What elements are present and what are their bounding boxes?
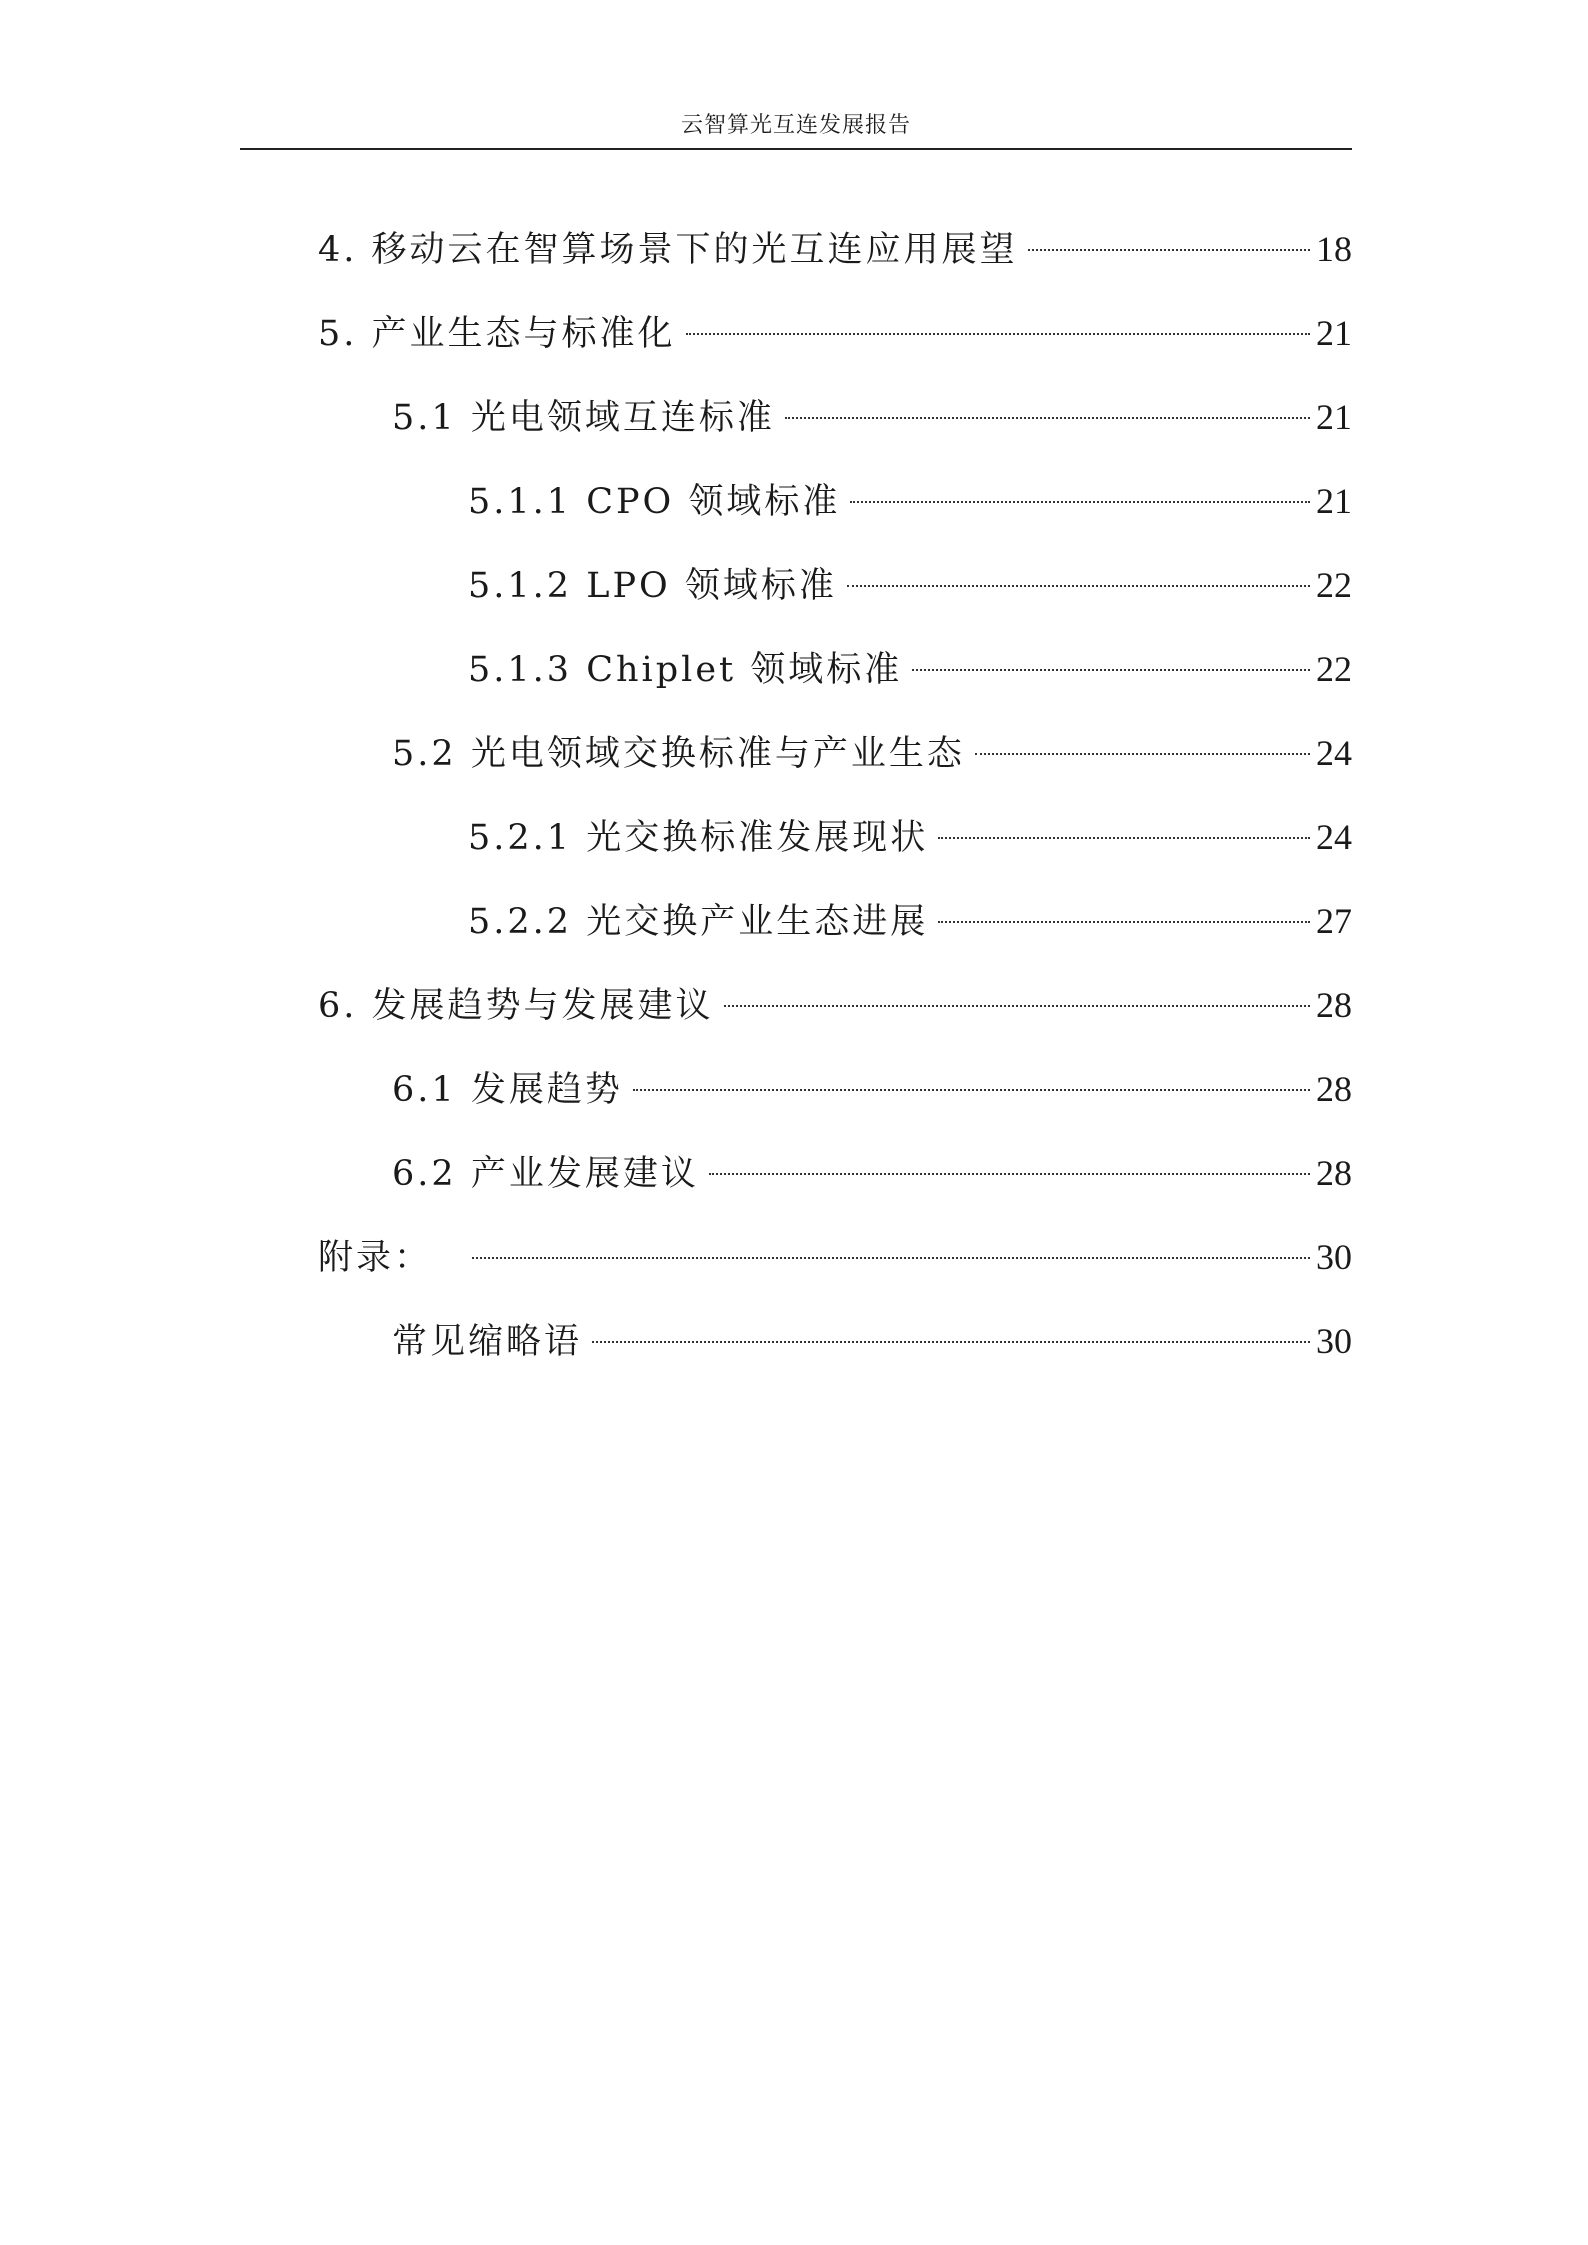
toc-leader <box>633 1051 1310 1101</box>
toc-entry-page: 28 <box>1316 985 1352 1025</box>
toc-leader <box>686 295 1310 345</box>
toc-leader <box>592 1303 1310 1353</box>
toc-entry-number: 5.1 <box>392 398 457 438</box>
toc-leader <box>938 799 1310 849</box>
toc-entry[interactable] <box>392 379 1352 438</box>
toc-entry-page: 28 <box>1316 1069 1352 1109</box>
toc-entry[interactable] <box>318 211 1352 270</box>
toc-entry[interactable] <box>392 1051 1352 1110</box>
toc-entry-number: 5. <box>318 314 358 354</box>
toc-entry-number: 5.2.1 <box>468 818 573 858</box>
toc-leader <box>1028 211 1310 261</box>
toc-entry-text: 移动云在智算场景下的光互连应用展望 <box>371 230 1018 270</box>
toc-entry-text: 产业发展建议 <box>470 1154 699 1194</box>
toc-entry-title <box>468 897 928 947</box>
toc-entry-title <box>392 729 965 779</box>
toc-entry-number: 5.2 <box>392 734 457 774</box>
toc-entry-title <box>392 1317 582 1367</box>
toc-entry-page: 22 <box>1316 565 1352 605</box>
toc-entry-title <box>318 981 714 1031</box>
toc-entry-title <box>392 1065 623 1115</box>
toc-entry-text: CPO 领域标准 <box>586 482 841 522</box>
toc-leader <box>472 1219 1310 1269</box>
toc-leader <box>912 631 1310 681</box>
toc-entry-text: 发展趋势与发展建议 <box>371 986 714 1026</box>
toc-entry-title <box>468 477 840 527</box>
toc-entry-page: 21 <box>1316 313 1352 353</box>
toc-entry-page: 22 <box>1316 649 1352 689</box>
toc-entry-page: 30 <box>1316 1237 1352 1277</box>
toc-entry-page: 24 <box>1316 733 1352 773</box>
toc-leader <box>709 1135 1310 1185</box>
toc-entry[interactable] <box>468 463 1352 522</box>
toc-leader <box>724 967 1310 1017</box>
toc-leader <box>938 883 1310 933</box>
toc-entry-text: 光交换产业生态进展 <box>586 902 929 942</box>
toc-entry-text: 常见缩略语 <box>392 1322 583 1362</box>
toc-entry-page: 24 <box>1316 817 1352 857</box>
toc-entry-number: 5.1.1 <box>468 482 573 522</box>
toc-entry-text: 光交换标准发展现状 <box>586 818 929 858</box>
toc-entry-number: 5.1.3 <box>468 650 573 690</box>
toc-entry-page: 21 <box>1316 397 1352 437</box>
toc-entry-number: 4. <box>318 230 358 270</box>
toc-entry-title <box>318 309 676 359</box>
toc-entry[interactable] <box>468 631 1352 690</box>
toc-entry-page: 18 <box>1316 229 1352 269</box>
toc-entry-text: 附录： <box>318 1238 433 1278</box>
toc-entry-number: 6.1 <box>392 1070 457 1110</box>
header-title: 云智算光互连发展报告 <box>680 113 911 138</box>
toc-entry-title <box>318 1233 432 1283</box>
toc-entry-title <box>468 561 837 611</box>
toc-entry-number: 5.2.2 <box>468 902 573 942</box>
toc-entry-text: 光电领域交换标准与产业生态 <box>470 734 965 774</box>
toc-entry-number: 5.1.2 <box>468 566 573 606</box>
toc-entry-page: 30 <box>1316 1321 1352 1361</box>
toc-entry[interactable] <box>318 295 1352 354</box>
toc-entry-number: 6. <box>318 986 358 1026</box>
toc-leader <box>850 463 1310 513</box>
toc-entry[interactable] <box>392 715 1352 774</box>
toc-leader <box>847 547 1310 597</box>
toc-entry-page: 28 <box>1316 1153 1352 1193</box>
toc-entry-title <box>468 813 928 863</box>
toc-entry[interactable] <box>318 1219 1352 1278</box>
toc-entry-text: 产业生态与标准化 <box>371 314 676 354</box>
toc-entry-text: LPO 领域标准 <box>586 566 837 606</box>
toc-entry-page: 27 <box>1316 901 1352 941</box>
toc-entry-text: 光电领域互连标准 <box>470 398 775 438</box>
toc-entry[interactable] <box>468 799 1352 858</box>
toc-leader <box>785 379 1310 429</box>
toc-entry-number: 6.2 <box>392 1154 457 1194</box>
toc-entry-text: 发展趋势 <box>470 1070 623 1110</box>
toc-entry-text: Chiplet 领域标准 <box>586 650 903 690</box>
toc-entry[interactable] <box>392 1135 1352 1194</box>
toc-entry[interactable] <box>468 883 1352 942</box>
toc-entry[interactable] <box>392 1303 1352 1362</box>
toc-entry[interactable] <box>468 547 1352 606</box>
toc-entry-title <box>392 1149 699 1199</box>
toc-entry-page: 21 <box>1316 481 1352 521</box>
toc-entry-title <box>468 645 902 695</box>
toc-entry[interactable] <box>318 967 1352 1026</box>
toc-entry-title <box>392 393 775 443</box>
toc-entry-title <box>318 225 1018 275</box>
toc-leader <box>975 715 1310 765</box>
